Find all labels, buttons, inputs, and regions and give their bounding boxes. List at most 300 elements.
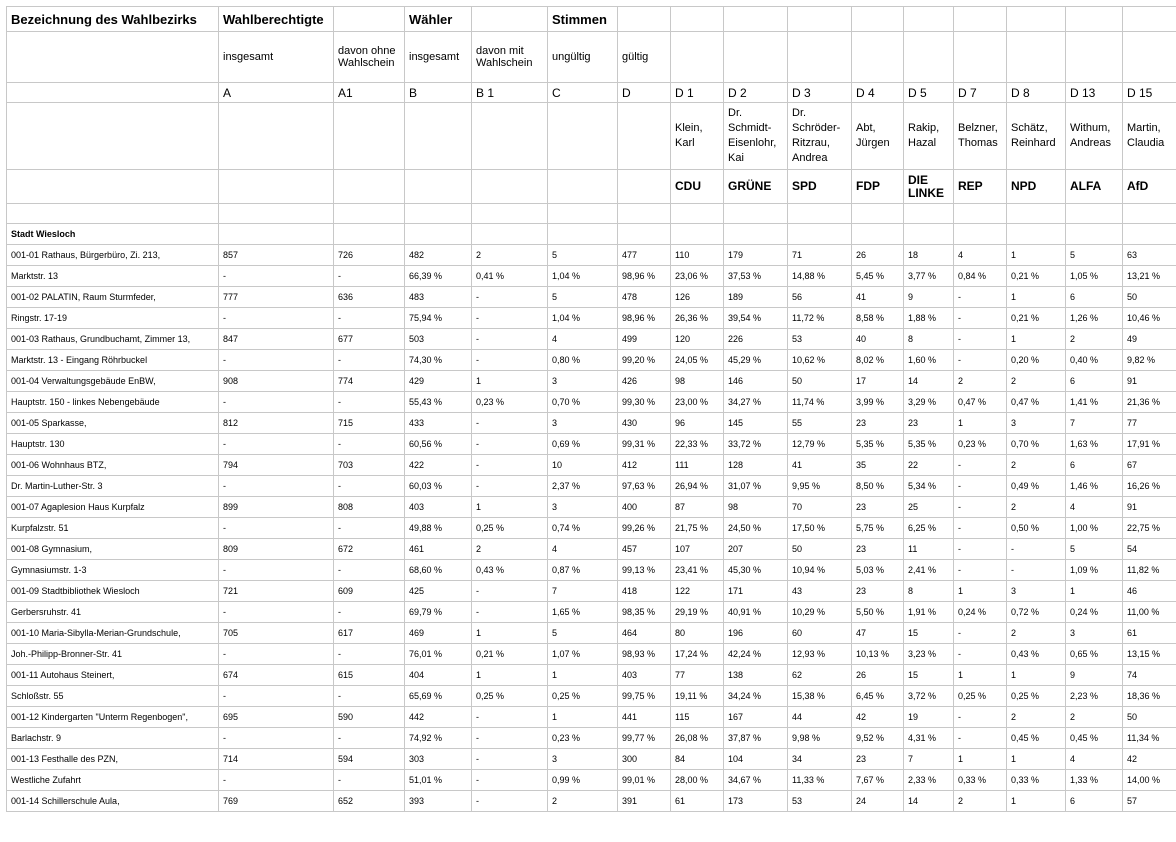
header-cell: Stimmen xyxy=(548,7,618,32)
header-cell: D 13 xyxy=(1066,83,1123,103)
value-cell: 126 xyxy=(671,287,724,308)
value-cell: - xyxy=(219,728,334,749)
spacer-cell xyxy=(1066,204,1123,224)
value-cell: 173 xyxy=(724,791,788,812)
value-cell: 9,95 % xyxy=(788,476,852,497)
value-cell: 19,11 % xyxy=(671,686,724,707)
value-cell: 15 xyxy=(904,623,954,644)
value-cell: 6,25 % xyxy=(904,518,954,539)
value-cell: 98,93 % xyxy=(618,644,671,665)
value-cell: 96 xyxy=(671,413,724,434)
value-cell: 28,00 % xyxy=(671,770,724,791)
value-cell: - xyxy=(954,455,1007,476)
value-cell: 0,49 % xyxy=(1007,476,1066,497)
value-cell: 14 xyxy=(904,791,954,812)
header-cell xyxy=(1066,32,1123,83)
value-cell: 99,77 % xyxy=(618,728,671,749)
value-cell: 26 xyxy=(852,665,904,686)
header-cell xyxy=(1123,32,1176,83)
value-cell: 74,30 % xyxy=(405,350,472,371)
value-cell: 1,05 % xyxy=(1066,266,1123,287)
value-cell: 171 xyxy=(724,581,788,602)
table-row xyxy=(7,581,1176,602)
value-cell: 6 xyxy=(1066,287,1123,308)
value-cell: 12,79 % xyxy=(788,434,852,455)
header-cell: D xyxy=(618,83,671,103)
value-cell: 21,75 % xyxy=(671,518,724,539)
value-cell: 23 xyxy=(852,413,904,434)
value-cell: 483 xyxy=(405,287,472,308)
value-cell: - xyxy=(219,686,334,707)
value-cell: 426 xyxy=(618,371,671,392)
value-cell: 672 xyxy=(334,539,405,560)
header-cell: insgesamt xyxy=(405,32,472,83)
value-cell: 478 xyxy=(618,287,671,308)
value-cell: 5 xyxy=(548,245,618,266)
value-cell: 4 xyxy=(1066,497,1123,518)
value-cell: - xyxy=(334,686,405,707)
value-cell: 0,43 % xyxy=(472,560,548,581)
spacer-cell xyxy=(724,204,788,224)
value-cell: 0,50 % xyxy=(1007,518,1066,539)
value-cell: 98,96 % xyxy=(618,266,671,287)
value-cell: - xyxy=(334,518,405,539)
table-row xyxy=(7,560,1176,581)
table-row xyxy=(7,476,1176,497)
value-cell: 68,60 % xyxy=(405,560,472,581)
header-cell xyxy=(904,7,954,32)
value-cell: 714 xyxy=(219,749,334,770)
district-name-cell: Gymnasiumstr. 1-3 xyxy=(7,560,219,581)
header-cell: C xyxy=(548,83,618,103)
district-name-cell: Schloßstr. 55 xyxy=(7,686,219,707)
value-cell: 3,29 % xyxy=(904,392,954,413)
spacer-cell xyxy=(788,204,852,224)
value-cell: - xyxy=(219,602,334,623)
value-cell: 1,04 % xyxy=(548,308,618,329)
value-cell: 54 xyxy=(1123,539,1176,560)
header-cell: Withum, Andreas xyxy=(1066,103,1123,170)
value-cell: 482 xyxy=(405,245,472,266)
value-cell: 425 xyxy=(405,581,472,602)
value-cell: 107 xyxy=(671,539,724,560)
value-cell: 23,41 % xyxy=(671,560,724,581)
value-cell: 464 xyxy=(618,623,671,644)
header-cell: NPD xyxy=(1007,170,1066,204)
spacer-cell xyxy=(405,204,472,224)
value-cell: 499 xyxy=(618,329,671,350)
value-cell: 2,41 % xyxy=(904,560,954,581)
header-cell: insgesamt xyxy=(219,32,334,83)
header-cell xyxy=(724,32,788,83)
value-cell: 1,88 % xyxy=(904,308,954,329)
value-cell: - xyxy=(219,560,334,581)
value-cell: 636 xyxy=(334,287,405,308)
value-cell: 300 xyxy=(618,749,671,770)
value-cell: 31,07 % xyxy=(724,476,788,497)
value-cell: 391 xyxy=(618,791,671,812)
value-cell: 70 xyxy=(788,497,852,518)
value-cell: 1,07 % xyxy=(548,644,618,665)
value-cell: 17,91 % xyxy=(1123,434,1176,455)
value-cell: 11,34 % xyxy=(1123,728,1176,749)
value-cell: 63 xyxy=(1123,245,1176,266)
value-cell: - xyxy=(954,644,1007,665)
value-cell: 60,56 % xyxy=(405,434,472,455)
header-cell xyxy=(954,7,1007,32)
district-name-cell: 001-12 Kindergarten "Unterm Regenbogen", xyxy=(7,707,219,728)
spacer-cell xyxy=(954,204,1007,224)
value-cell: 39,54 % xyxy=(724,308,788,329)
value-cell: 0,72 % xyxy=(1007,602,1066,623)
value-cell: 24 xyxy=(852,791,904,812)
value-cell: 726 xyxy=(334,245,405,266)
value-cell: 0,24 % xyxy=(1066,602,1123,623)
value-cell: 0,33 % xyxy=(954,770,1007,791)
header-candidate-row xyxy=(7,103,1176,170)
value-cell: 17,50 % xyxy=(788,518,852,539)
value-cell: 17,24 % xyxy=(671,644,724,665)
table-row xyxy=(7,665,1176,686)
value-cell: 57 xyxy=(1123,791,1176,812)
spacer-cell xyxy=(618,204,671,224)
header-cell xyxy=(472,7,548,32)
value-cell: 1,46 % xyxy=(1066,476,1123,497)
value-cell: 55 xyxy=(788,413,852,434)
header-cell: ungültig xyxy=(548,32,618,83)
value-cell: 5,35 % xyxy=(852,434,904,455)
value-cell: 1,33 % xyxy=(1066,770,1123,791)
value-cell: - xyxy=(219,476,334,497)
value-cell: 403 xyxy=(405,497,472,518)
value-cell: 62 xyxy=(788,665,852,686)
value-cell: 1 xyxy=(1007,665,1066,686)
value-cell: 2,23 % xyxy=(1066,686,1123,707)
value-cell: 1 xyxy=(1007,791,1066,812)
table-row xyxy=(7,266,1176,287)
value-cell: 19 xyxy=(904,707,954,728)
value-cell: 0,23 % xyxy=(548,728,618,749)
value-cell: 24,50 % xyxy=(724,518,788,539)
value-cell: 2 xyxy=(1066,329,1123,350)
value-cell: - xyxy=(334,770,405,791)
value-cell: 0,99 % xyxy=(548,770,618,791)
value-cell: 61 xyxy=(1123,623,1176,644)
value-cell: 37,87 % xyxy=(724,728,788,749)
value-cell: 51,01 % xyxy=(405,770,472,791)
value-cell: - xyxy=(334,602,405,623)
value-cell: 1 xyxy=(954,413,1007,434)
value-cell: 2 xyxy=(1066,707,1123,728)
value-cell: - xyxy=(472,602,548,623)
value-cell: 9,82 % xyxy=(1123,350,1176,371)
value-cell: 80 xyxy=(671,623,724,644)
value-cell: 0,43 % xyxy=(1007,644,1066,665)
value-cell: 60 xyxy=(788,623,852,644)
value-cell: 1 xyxy=(954,581,1007,602)
value-cell: 179 xyxy=(724,245,788,266)
value-cell: 441 xyxy=(618,707,671,728)
value-cell: 3 xyxy=(1007,413,1066,434)
spacer-cell xyxy=(1007,204,1066,224)
value-cell: 0,25 % xyxy=(472,686,548,707)
value-cell: 14,00 % xyxy=(1123,770,1176,791)
value-cell: 196 xyxy=(724,623,788,644)
value-cell: 7 xyxy=(904,749,954,770)
value-cell: 0,25 % xyxy=(548,686,618,707)
district-name-cell: Barlachstr. 9 xyxy=(7,728,219,749)
value-cell: 0,74 % xyxy=(548,518,618,539)
election-results-table xyxy=(6,6,1176,812)
header-cell xyxy=(954,32,1007,83)
value-cell: 0,40 % xyxy=(1066,350,1123,371)
table-row xyxy=(7,245,1176,266)
value-cell: 34 xyxy=(788,749,852,770)
header-cell: Abt, Jürgen xyxy=(852,103,904,170)
value-cell: 37,53 % xyxy=(724,266,788,287)
value-cell: 2 xyxy=(1007,497,1066,518)
value-cell: 98 xyxy=(671,371,724,392)
value-cell: 34,67 % xyxy=(724,770,788,791)
value-cell: 23,06 % xyxy=(671,266,724,287)
value-cell: 10 xyxy=(548,455,618,476)
value-cell: 11,72 % xyxy=(788,308,852,329)
value-cell: 42,24 % xyxy=(724,644,788,665)
header-cell xyxy=(618,170,671,204)
value-cell: 13,15 % xyxy=(1123,644,1176,665)
value-cell: 5 xyxy=(1066,245,1123,266)
value-cell: 422 xyxy=(405,455,472,476)
value-cell: 11 xyxy=(904,539,954,560)
value-cell: - xyxy=(219,392,334,413)
spacer-cell xyxy=(904,204,954,224)
header-cell: B 1 xyxy=(472,83,548,103)
header-code-row xyxy=(7,83,1176,103)
header-sub-row xyxy=(7,32,1176,83)
district-name-cell: Gerbersruhstr. 41 xyxy=(7,602,219,623)
value-cell: 5,35 % xyxy=(904,434,954,455)
district-name-cell: 001-11 Autohaus Steinert, xyxy=(7,665,219,686)
value-cell: 5 xyxy=(548,623,618,644)
header-cell: ALFA xyxy=(1066,170,1123,204)
value-cell: 26,08 % xyxy=(671,728,724,749)
header-group-row xyxy=(7,7,1176,32)
value-cell: 10,62 % xyxy=(788,350,852,371)
value-cell: 393 xyxy=(405,791,472,812)
header-cell: DIE LINKE xyxy=(904,170,954,204)
value-cell: 1 xyxy=(954,749,1007,770)
value-cell: 29,19 % xyxy=(671,602,724,623)
value-cell: 84 xyxy=(671,749,724,770)
value-cell: 56 xyxy=(788,287,852,308)
value-cell: 120 xyxy=(671,329,724,350)
value-cell: 418 xyxy=(618,581,671,602)
value-cell: 5,03 % xyxy=(852,560,904,581)
value-cell: 908 xyxy=(219,371,334,392)
value-cell: - xyxy=(472,287,548,308)
district-name-cell: 001-05 Sparkasse, xyxy=(7,413,219,434)
value-cell: 97,63 % xyxy=(618,476,671,497)
header-cell xyxy=(1007,7,1066,32)
header-cell: REP xyxy=(954,170,1007,204)
header-cell: Wahlberechtigte xyxy=(219,7,334,32)
value-cell: 15,38 % xyxy=(788,686,852,707)
value-cell: - xyxy=(954,728,1007,749)
value-cell: - xyxy=(954,476,1007,497)
value-cell: 98,35 % xyxy=(618,602,671,623)
value-cell: 99,20 % xyxy=(618,350,671,371)
district-name-cell: 001-13 Festhalle des PZN, xyxy=(7,749,219,770)
value-cell: - xyxy=(472,581,548,602)
value-cell: 1 xyxy=(548,665,618,686)
header-cell: D 1 xyxy=(671,83,724,103)
value-cell: 3,77 % xyxy=(904,266,954,287)
value-cell: 594 xyxy=(334,749,405,770)
value-cell: 0,25 % xyxy=(1007,686,1066,707)
value-cell: - xyxy=(1007,560,1066,581)
value-cell: 14 xyxy=(904,371,954,392)
value-cell: 77 xyxy=(671,665,724,686)
spacer-cell xyxy=(219,204,334,224)
value-cell: - xyxy=(472,707,548,728)
value-cell: - xyxy=(219,350,334,371)
value-cell: 110 xyxy=(671,245,724,266)
value-cell: 7 xyxy=(548,581,618,602)
header-cell xyxy=(472,103,548,170)
value-cell: 433 xyxy=(405,413,472,434)
value-cell: 303 xyxy=(405,749,472,770)
value-cell: 703 xyxy=(334,455,405,476)
value-cell: 1,00 % xyxy=(1066,518,1123,539)
value-cell: - xyxy=(472,770,548,791)
value-cell: 98 xyxy=(724,497,788,518)
value-cell: - xyxy=(1007,539,1066,560)
value-cell: 16,26 % xyxy=(1123,476,1176,497)
value-cell: 10,94 % xyxy=(788,560,852,581)
value-cell: 403 xyxy=(618,665,671,686)
value-cell: 2 xyxy=(472,539,548,560)
header-cell xyxy=(788,7,852,32)
spacer-cell xyxy=(548,204,618,224)
value-cell: 1 xyxy=(1007,749,1066,770)
table-row xyxy=(7,329,1176,350)
value-cell: 24,05 % xyxy=(671,350,724,371)
district-name-cell: 001-04 Verwaltungsgebäude EnBW, xyxy=(7,371,219,392)
value-cell: - xyxy=(219,518,334,539)
header-cell xyxy=(334,170,405,204)
value-cell: 477 xyxy=(618,245,671,266)
value-cell: 4 xyxy=(548,329,618,350)
value-cell: 0,65 % xyxy=(1066,644,1123,665)
value-cell: 18,36 % xyxy=(1123,686,1176,707)
value-cell: - xyxy=(219,770,334,791)
value-cell: 5,34 % xyxy=(904,476,954,497)
value-cell: 75,94 % xyxy=(405,308,472,329)
value-cell: 99,75 % xyxy=(618,686,671,707)
header-cell xyxy=(1066,7,1123,32)
value-cell: 189 xyxy=(724,287,788,308)
value-cell: 40,91 % xyxy=(724,602,788,623)
value-cell: 0,45 % xyxy=(1007,728,1066,749)
value-cell: 99,13 % xyxy=(618,560,671,581)
header-cell xyxy=(548,103,618,170)
value-cell: - xyxy=(472,455,548,476)
value-cell: 3,23 % xyxy=(904,644,954,665)
value-cell: 812 xyxy=(219,413,334,434)
value-cell: 404 xyxy=(405,665,472,686)
header-cell xyxy=(7,83,219,103)
table-row xyxy=(7,392,1176,413)
value-cell: 808 xyxy=(334,497,405,518)
value-cell: 34,24 % xyxy=(724,686,788,707)
value-cell: - xyxy=(954,539,1007,560)
value-cell: 33,72 % xyxy=(724,434,788,455)
header-cell: D 15 xyxy=(1123,83,1176,103)
value-cell: 0,47 % xyxy=(954,392,1007,413)
value-cell: 18 xyxy=(904,245,954,266)
value-cell: - xyxy=(472,791,548,812)
district-name-cell: 001-14 Schillerschule Aula, xyxy=(7,791,219,812)
value-cell: 1,04 % xyxy=(548,266,618,287)
header-cell: CDU xyxy=(671,170,724,204)
value-cell: 2 xyxy=(548,791,618,812)
value-cell: 3 xyxy=(548,371,618,392)
value-cell: 8,02 % xyxy=(852,350,904,371)
value-cell: 74 xyxy=(1123,665,1176,686)
value-cell: 9,98 % xyxy=(788,728,852,749)
value-cell: - xyxy=(954,497,1007,518)
header-party-row xyxy=(7,170,1176,204)
value-cell: 42 xyxy=(852,707,904,728)
value-cell: 23 xyxy=(904,413,954,434)
value-cell: 226 xyxy=(724,329,788,350)
header-cell xyxy=(7,103,219,170)
table-row xyxy=(7,434,1176,455)
value-cell: 769 xyxy=(219,791,334,812)
value-cell: 4 xyxy=(1066,749,1123,770)
table-row xyxy=(7,539,1176,560)
header-cell: A1 xyxy=(334,83,405,103)
value-cell: 677 xyxy=(334,329,405,350)
value-cell: - xyxy=(954,707,1007,728)
value-cell: 22 xyxy=(904,455,954,476)
header-cell xyxy=(618,7,671,32)
value-cell: 13,21 % xyxy=(1123,266,1176,287)
value-cell: 10,13 % xyxy=(852,644,904,665)
value-cell: 26 xyxy=(852,245,904,266)
value-cell: 1,60 % xyxy=(904,350,954,371)
header-cell xyxy=(548,170,618,204)
value-cell: 0,70 % xyxy=(548,392,618,413)
value-cell: 11,82 % xyxy=(1123,560,1176,581)
spacer-cell xyxy=(334,204,405,224)
value-cell: - xyxy=(334,308,405,329)
value-cell: 69,79 % xyxy=(405,602,472,623)
value-cell: 2 xyxy=(1007,371,1066,392)
value-cell: 400 xyxy=(618,497,671,518)
value-cell: 42 xyxy=(1123,749,1176,770)
value-cell: 809 xyxy=(219,539,334,560)
value-cell: 1 xyxy=(954,665,1007,686)
value-cell: 11,00 % xyxy=(1123,602,1176,623)
value-cell: 22,75 % xyxy=(1123,518,1176,539)
value-cell: 5,50 % xyxy=(852,602,904,623)
value-cell: 0,87 % xyxy=(548,560,618,581)
value-cell: 4 xyxy=(548,539,618,560)
value-cell: 469 xyxy=(405,623,472,644)
value-cell: - xyxy=(954,329,1007,350)
value-cell: 2 xyxy=(954,371,1007,392)
